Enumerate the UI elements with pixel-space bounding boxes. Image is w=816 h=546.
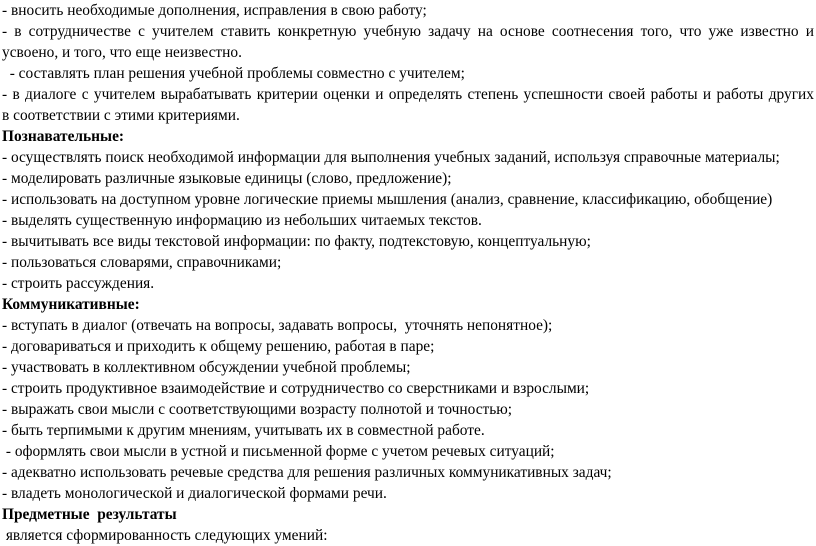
- intro-line: - составлять план решения учебной проблемы совместно с учителем;: [2, 65, 465, 82]
- communicative-item: - владеть монологической и диалогической формами речи.: [2, 485, 387, 502]
- subject-results-line: является сформированность следующих умений:: [2, 527, 328, 544]
- communicative-item: - выражать свои мысли с соответствующими возрасту полнотой и точностью;: [2, 401, 513, 418]
- communicative-heading: Коммуникативные:: [2, 296, 140, 313]
- communicative-item: - адекватно использовать речевые средства для решения различных коммуникативных задач;: [2, 464, 612, 481]
- intro-line: в соответствии с этими критериями.: [2, 107, 240, 124]
- intro-line: усвоено, и того, что еще неизвестно.: [2, 44, 242, 61]
- communicative-item: - оформлять свои мысли в устной и письменной форме с учетом речевых ситуаций;: [2, 443, 555, 460]
- cognitive-item: - выделять существенную информацию из небольших читаемых текстов.: [2, 212, 482, 229]
- cognitive-item: - строить рассуждения.: [2, 275, 155, 292]
- intro-line: - вносить необходимые дополнения, исправления в свою работу;: [2, 2, 427, 19]
- communicative-item: - строить продуктивное взаимодействие и сотрудничество со сверстниками и взрослыми;: [2, 380, 590, 397]
- communicative-item: - быть терпимыми к другим мнениям, учитывать их в совместной работе.: [2, 422, 485, 439]
- cognitive-item: - пользоваться словарями, справочниками;: [2, 254, 282, 271]
- cognitive-item: - использовать на доступном уровне логические приемы мышления (анализ, сравнение, классификацию, обобщение): [2, 191, 773, 208]
- cognitive-item: - осуществлять поиск необходимой информации для выполнения учебных заданий, используя справочные материалы;: [2, 149, 780, 166]
- subject-results-heading: Предметные результаты: [2, 506, 177, 523]
- cognitive-item: - моделировать различные языковые единицы (слово, предложение);: [2, 170, 452, 187]
- communicative-item: - договариваться и приходить к общему решению, работая в паре;: [2, 338, 435, 355]
- intro-line: - в диалоге с учителем вырабатывать критерии оценки и определять степень успешности своей работы и работы других: [2, 86, 814, 103]
- communicative-item: - участвовать в коллективном обсуждении учебной проблемы;: [2, 359, 411, 376]
- cognitive-item: - вычитывать все виды текстовой информации: по факту, подтекстовую, концептуальную;: [2, 233, 591, 250]
- intro-line: - в сотрудничестве с учителем ставить конкретную учебную задачу на основе соотнесения того, что уже известно и: [2, 23, 814, 40]
- document-page: [2, 0, 814, 546]
- communicative-item: - вступать в диалог (отвечать на вопросы, задавать вопросы, уточнять непонятное);: [2, 317, 553, 334]
- cognitive-heading: Познавательные:: [2, 128, 125, 145]
